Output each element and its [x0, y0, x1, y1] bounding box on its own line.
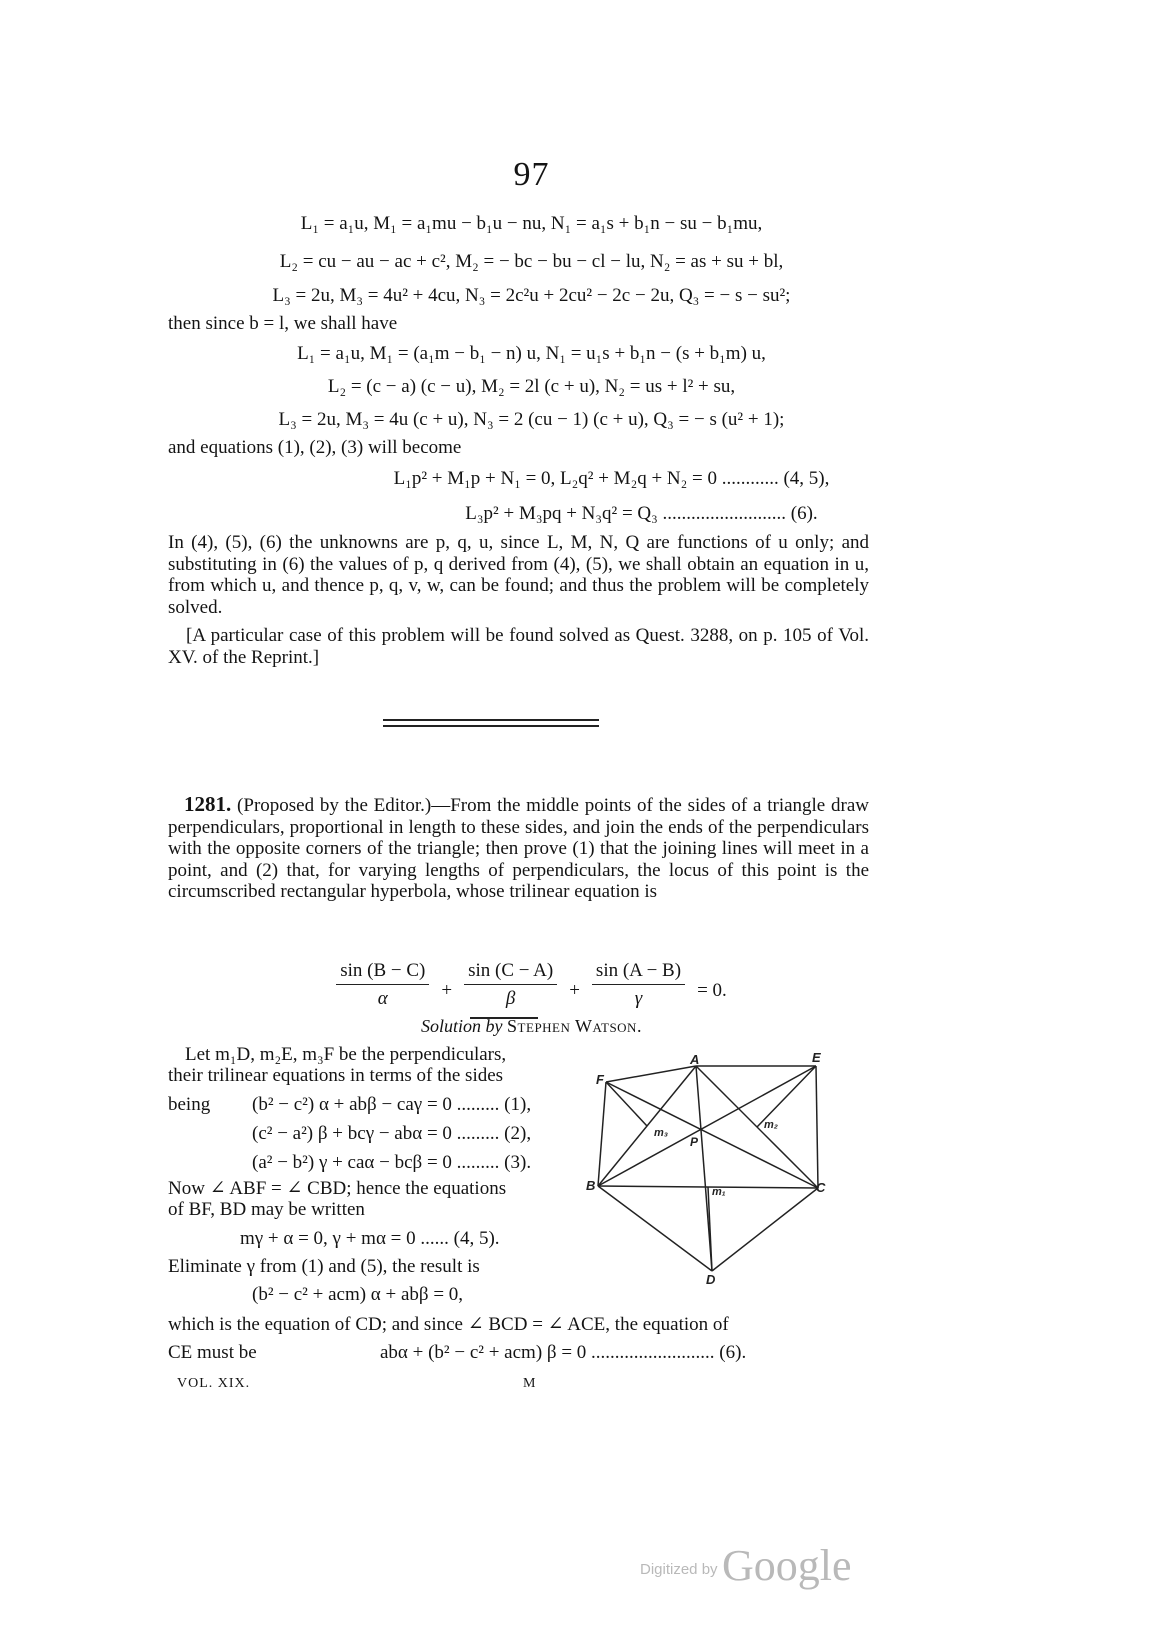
plus-sign: +	[441, 980, 453, 1001]
perpendicular-m2E	[757, 1066, 816, 1127]
solution-line: Eliminate γ from (1) and (5), the result is	[168, 1256, 480, 1277]
equation-line: L₃p² + M₃pq + N₃q² = Q₃ .......................... (6).	[465, 503, 818, 524]
problem-proposer: (Proposed by the Editor.)	[237, 795, 432, 816]
solution-line: mγ + α = 0, γ + mα = 0 ...... (4, 5).	[240, 1228, 500, 1249]
equation-line: L₁ = a₁u, M₁ = (a₁m − b₁ − n) u, N₁ = u₁s + b₁n − (s + b₁m) u,	[297, 343, 766, 364]
geometry-figure	[586, 1050, 840, 1300]
solution-line: Let m₁D, m₂E, m₃F be the perpendiculars,	[185, 1044, 507, 1065]
line-EC	[816, 1066, 818, 1188]
label-m3: m₃	[654, 1127, 669, 1139]
equation-line: L₃ = 2u, M₃ = 4u² + 4cu, N₃ = 2c²u + 2cu² − 2c − 2u, Q₃ = − s − su²;	[272, 285, 791, 306]
solution-line: (b² − c² + acm) α + abβ = 0,	[252, 1284, 464, 1305]
label-A: A	[690, 1052, 700, 1067]
paragraph	[168, 625, 869, 668]
problem-paragraph	[168, 794, 869, 903]
paragraph	[168, 532, 869, 618]
solution-line: CE must be	[168, 1342, 257, 1363]
paragraph-text: In (4), (5), (6) the unknowns are p, q, u, since L, M, N, Q are functions of u only; and substituting in (6) the values of p, q derived from (4), (5), we shall obtain an equation in u, from which u, and thence p, q, v, w, can be found; and thus the problem will be completely solved.	[168, 532, 869, 618]
label-C: C	[816, 1180, 826, 1195]
fraction-denominator: γ	[634, 988, 643, 1009]
plus-sign: +	[569, 980, 580, 1001]
fraction-numerator: sin (A − B)	[592, 960, 685, 985]
text-line: and equations (1), (2), (3) will become	[168, 437, 462, 458]
fraction-numerator: sin (C − A)	[464, 960, 557, 985]
fraction	[336, 960, 429, 1010]
solution-line: (a² − b²) γ + caα − bcβ = 0 ......... (3).	[252, 1152, 532, 1173]
solution-author: Stephen Watson.	[507, 1016, 642, 1036]
watermark-prefix: Digitized by	[640, 1561, 718, 1578]
solution-line: abα + (b² − c² + acm) β = 0 .......................... (6).	[380, 1342, 747, 1363]
section-rule	[383, 719, 599, 721]
fraction-denominator: β	[505, 988, 516, 1009]
signature-mark: M	[523, 1376, 537, 1391]
line-CD	[712, 1188, 818, 1271]
solution-heading	[0, 1016, 1063, 1037]
equation-line: L₁ = a₁u, M₁ = a₁mu − b₁u − nu, N₁ = a₁s + b₁n − su − b₁mu,	[300, 213, 763, 234]
label-P: P	[690, 1135, 699, 1149]
line-FC	[606, 1082, 818, 1188]
label-B: B	[586, 1178, 596, 1193]
label-m2: m₂	[764, 1119, 778, 1131]
equation-line: L₃ = 2u, M₃ = 4u (c + u), N₃ = 2 (cu − 1) (c + u), Q₃ = − s (u² + 1);	[278, 409, 785, 430]
solution-line: their trilinear equations in terms of the sides	[168, 1065, 504, 1086]
fraction-numerator: sin (B − C)	[336, 960, 429, 985]
solution-prefix: Solution by	[421, 1016, 503, 1036]
label-E: E	[812, 1050, 821, 1065]
paragraph-text: [A particular case of this problem will be found solved as Quest. 3288, on p. 105 of Vol. XV. of the Reprint.]	[168, 625, 869, 668]
equation-line: L₁p² + M₁p + N₁ = 0, L₂q² + M₂q + N₂ = 0 ............ (4, 5),	[393, 468, 830, 489]
solution-line: (c² − a²) β + bcγ − abα = 0 ......... (2),	[252, 1123, 532, 1144]
solution-line: Now ∠ ABF = ∠ CBD; hence the equations	[168, 1178, 507, 1199]
fraction-denominator: α	[377, 988, 388, 1009]
label-m1: m₁	[712, 1186, 726, 1198]
solution-line: which is the equation of CD; and since ∠ BCD = ∠ ACE, the equation of	[168, 1314, 729, 1335]
google-logo: Google	[722, 1541, 852, 1590]
section-rule	[383, 725, 599, 727]
fraction	[592, 960, 685, 1010]
solution-line: being	[168, 1094, 211, 1115]
line-FB	[598, 1082, 606, 1186]
equation-line: L₂ = cu − au − ac + c², M₂ = − bc − bu − cl − lu, N₂ = as + su + bl,	[279, 251, 784, 272]
digitized-watermark	[640, 1540, 852, 1591]
problem-number: 1281.	[184, 792, 232, 816]
label-D: D	[706, 1272, 716, 1287]
solution-line: of BF, BD may be written	[168, 1199, 365, 1220]
label-F: F	[596, 1072, 604, 1087]
equation-rhs: = 0.	[697, 980, 727, 1001]
text-line: then since b = l, we shall have	[168, 313, 398, 334]
line-AD	[696, 1066, 712, 1271]
perpendicular-m3F	[606, 1082, 647, 1126]
problem-text: —From the middle points of the sides of a triangle draw perpendiculars, proportional in length to these sides, and join the ends of the perpendiculars with the opposite corners of the triangle; then prove (1) that the joining lines will meet in a point, and (2) that, for varying lengths of perpendiculars, the locus of this point is the circumscribed rectangular hyperbola, whose trilinear equation is	[168, 795, 870, 902]
page-number: 97	[513, 156, 550, 193]
equation-line: L₂ = (c − a) (c − u), M₂ = 2l (c + u), N₂ = us + l² + su,	[327, 376, 736, 397]
locus-equation	[0, 960, 1063, 1010]
line-FA	[606, 1066, 696, 1082]
line-EB	[598, 1066, 816, 1186]
volume-footer: VOL. XIX.	[177, 1376, 251, 1391]
line-BD	[598, 1186, 712, 1271]
solution-line: (b² − c²) α + abβ − caγ = 0 ......... (1),	[252, 1094, 532, 1115]
fraction	[464, 960, 557, 1010]
